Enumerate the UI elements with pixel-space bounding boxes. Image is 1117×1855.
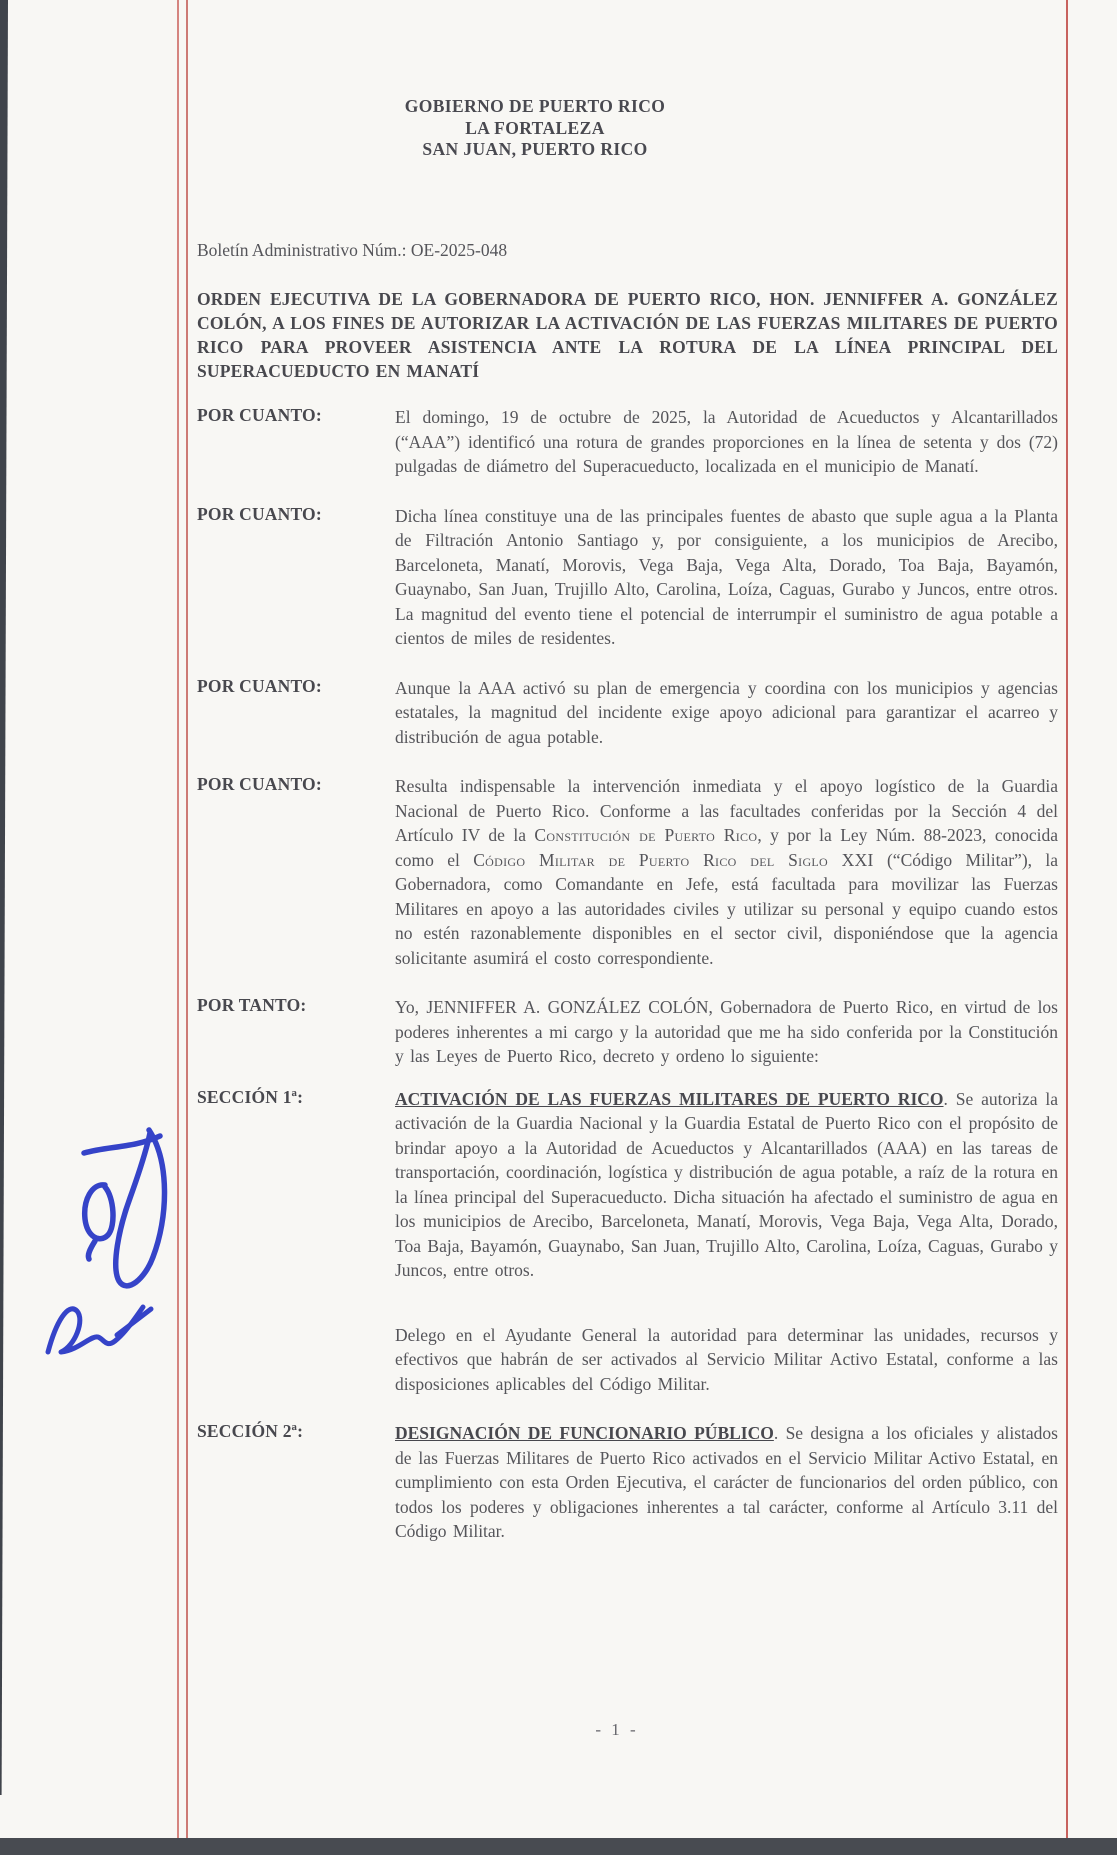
letterhead-line-city: SAN JUAN, PUERTO RICO (422, 139, 648, 159)
clause-seccion-1 (197, 1087, 1058, 1283)
right-margin-rule (1066, 0, 1068, 1838)
bulletin-number: Boletín Administrativo Núm.: OE-2025-048 (197, 240, 508, 260)
clause-text: DESIGNACIÓN DE FUNCIONARIO PÚBLICO. Se designa a los oficiales y alistados de las Fuerzas Militares de Puerto Rico activados en el Servicio Militar Activo Estatal, en cumplimiento con esta Orden Ejecutiva, el carácter de funcionarios del orden público, con todos los poderes y obligaciones inherentes a tal carácter, conforme al Artículo 3.11 del Código Militar. (395, 1423, 1058, 1541)
clause-por-cuanto-3 (197, 676, 1058, 750)
clause-text: Resulta indispensable la intervención inmediata y el apoyo logístico de la Guardia Nacional de Puerto Rico. Conforme a las facultades conferidas por la Sección 4 del Artículo IV de la Constitución de Puerto Rico, y por la Ley Núm. 88-2023, conocida como el Código Militar de Puerto Rico del Siglo XXI (“Código Militar”), la Gobernadora, como Comandante en Jefe, está facultada para movilizar las Fuerzas Militares en apoyo a las autoridades civiles y utilizar su personal y equipo cuando estos no estén razonablemente disponibles en el sector civil, disponiéndose que la agencia solicitante asumirá el costo correspondiente. (395, 776, 1058, 968)
flourish-initial-mark (84, 1130, 165, 1286)
clause-text: ACTIVACIÓN DE LAS FUERZAS MILITARES DE PUERTO RICO. Se autoriza la activación de la Guardia Nacional y la Guardia Estatal de Puerto Rico con el propósito de brindar apoyo a la Autoridad de Acueductos y Alcantarillados (AAA) en las tareas de transportación, coordinación, logística y distribución de agua potable, a raíz de la rotura en la línea principal del Superacueducto. Dicha situación ha afectado el suministro de agua en los municipios de Arecibo, Barceloneta, Manatí, Morovis, Vega Baja, Vega Alta, Dorado, Toa Baja, Bayamón, Guaynabo, San Juan, Trujillo Alto, Carolina, Loíza, Caguas, Gurabo y Juncos, entre otros. (395, 1088, 1058, 1280)
clause-label: SECCIÓN 1ª: (197, 1086, 304, 1107)
clause-label: POR CUANTO: (197, 405, 322, 425)
clause-label: POR TANTO: (197, 995, 307, 1015)
clause-por-tanto (197, 995, 1058, 1069)
clause-por-cuanto-4 (197, 774, 1058, 970)
document-body (197, 0, 1058, 1544)
clause-label: SECCIÓN 2ª: (197, 1421, 304, 1441)
left-margin-rule-outer (177, 0, 179, 1838)
page-number: - 1 - (595, 1720, 639, 1739)
clause-label: POR CUANTO: (197, 675, 322, 696)
clause-por-cuanto-1 (197, 405, 1058, 479)
clause-por-cuanto-2 (197, 504, 1058, 651)
initials-mark (48, 1307, 151, 1352)
left-margin-rule-inner (186, 0, 188, 1838)
clause-seccion-2 (197, 1421, 1058, 1544)
clause-text: Yo, JENNIFFER A. GONZÁLEZ COLÓN, Gobernadora de Puerto Rico, en virtud de los poderes inherentes a mi cargo y la autoridad que me ha sido conferida por la Constitución y las Leyes de Puerto Rico, decreto y ordeno lo siguiente: (395, 997, 1058, 1066)
clause-label (197, 1323, 395, 1397)
clause-label: POR CUANTO: (197, 503, 322, 524)
executive-order-title: ORDEN EJECUTIVA DE LA GOBERNADORA DE PUERTO RICO, HON. JENNIFFER A. GONZÁLEZ COLÓN, A LOS FINES DE AUTORIZAR LA ACTIVACIÓN DE LAS FUERZAS MILITARES DE PUERTO RICO PARA PROVEER ASISTENCIA ANTE LA ROTURA DE LA LÍNEA PRINCIPAL DEL SUPERACUEDUCTO EN MANATÍ (197, 289, 1058, 381)
scan-edge-left (0, 0, 8, 1795)
clause-text: Delego en el Ayudante General la autoridad para determinar las unidades, recursos y efectivos que habrán de ser activados al Servicio Militar Activo Estatal, conforme a las disposiciones aplicables del Código Militar. (395, 1324, 1058, 1394)
scan-edge-bottom (0, 1838, 1117, 1855)
clause-seccion-1-continuation (197, 1323, 1058, 1397)
clause-text: Aunque la AAA activó su plan de emergencia y coordina con los municipios y agencias estatales, la magnitud del incidente exige apoyo adicional para garantizar el acarreo y distribución de agua potable. (395, 677, 1058, 747)
letterhead-line-government: GOBIERNO DE PUERTO RICO (404, 96, 666, 116)
clause-text: El domingo, 19 de octubre de 2025, la Autoridad de Acueductos y Alcantarillados (“AAA”) identificó una rotura de grandes proporciones en la línea de setenta y dos (72) pulgadas de diámetro del Superacueducto, localizada en el municipio de Manatí. (395, 407, 1058, 476)
clause-text: Dicha línea constituye una de las principales fuentes de abasto que suple agua a la Planta de Filtración Antonio Santiago y, por consiguiente, a los municipios de Arecibo, Barceloneta, Manatí, Morovis, Vega Baja, Vega Alta, Dorado, Toa Baja, Bayamón, Guaynabo, San Juan, Trujillo Alto, Carolina, Loíza, Caguas, Gurabo y Juncos, entre otros. La magnitud del evento tiene el potencial de interrumpir el suministro de agua potable a cientos de miles de residentes. (395, 505, 1058, 648)
clause-label: POR CUANTO: (197, 774, 322, 794)
letterhead-line-fortaleza: LA FORTALEZA (465, 117, 605, 138)
